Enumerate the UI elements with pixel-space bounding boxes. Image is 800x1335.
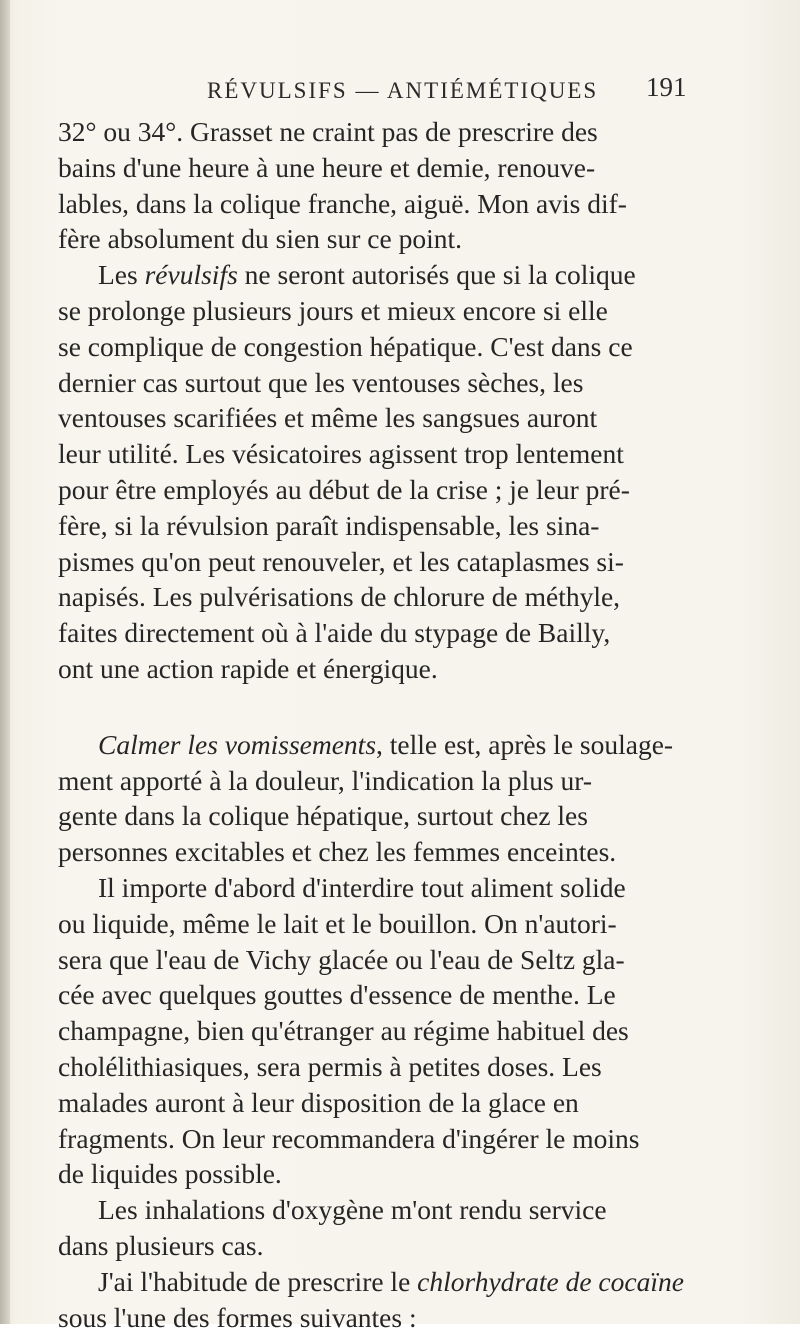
text-line: sous l'une des formes suivantes : xyxy=(58,1300,758,1335)
body-text xyxy=(58,114,758,1335)
text-run: ne seront autorisés que si la colique xyxy=(238,259,636,290)
text-line: bains d'une heure à une heure et demie, renouve- xyxy=(58,150,758,186)
text-line: ont une action rapide et énergique. xyxy=(58,651,758,687)
text-run: J'ai l'habitude de prescrire le xyxy=(98,1266,417,1297)
text-line: gente dans la colique hépatique, surtout chez les xyxy=(58,798,758,834)
running-head: RÉVULSIFS — ANTIÉMÉTIQUES xyxy=(207,78,598,104)
text-line: cée avec quelques gouttes d'essence de menthe. Le xyxy=(58,977,758,1013)
text-run: Les xyxy=(98,259,145,290)
page-number: 191 xyxy=(646,72,687,103)
text-line: malades auront à leur disposition de la glace en xyxy=(58,1085,758,1121)
page-header xyxy=(0,72,800,112)
text-line: faites directement où à l'aide du stypage de Bailly, xyxy=(58,615,758,651)
text-line: fragments. On leur recommandera d'ingérer le moins xyxy=(58,1121,758,1157)
text-line: ment apporté à la douleur, l'indication la plus ur- xyxy=(58,763,758,799)
text-line: fère, si la révulsion paraît indispensable, les sina- xyxy=(58,508,758,544)
text-line: personnes excitables et chez les femmes enceintes. xyxy=(58,834,758,870)
text-line: ou liquide, même le lait et le bouillon. On n'autori- xyxy=(58,906,758,942)
text-line: lables, dans la colique franche, aiguë. Mon avis dif- xyxy=(58,186,758,222)
text-line: ventouses scarifiées et même les sangsues auront xyxy=(58,400,758,436)
italic-term: chlorhydrate de cocaïne xyxy=(417,1266,684,1297)
italic-term: Calmer les vomissements xyxy=(98,729,376,760)
text-line: leur utilité. Les vésicatoires agissent trop lentement xyxy=(58,436,758,472)
text-line: cholélithiasiques, sera permis à petites doses. Les xyxy=(58,1049,758,1085)
text-line: sera que l'eau de Vichy glacée ou l'eau de Seltz gla- xyxy=(58,942,758,978)
text-line: pismes qu'on peut renouveler, et les cataplasmes si- xyxy=(58,544,758,580)
text-line: Les inhalations d'oxygène m'ont rendu service xyxy=(58,1192,758,1228)
text-line: champagne, bien qu'étranger au régime habituel des xyxy=(58,1013,758,1049)
paragraph-gap xyxy=(58,687,758,727)
paragraph-vomissements-first-line xyxy=(58,727,758,763)
text-line: de liquides possible. xyxy=(58,1156,758,1192)
text-line: pour être employés au début de la crise ; je leur pré- xyxy=(58,472,758,508)
text-line: se prolonge plusieurs jours et mieux encore si elle xyxy=(58,293,758,329)
paragraph-cocaine-first-line xyxy=(58,1264,758,1300)
text-line: fère absolument du sien sur ce point. xyxy=(58,221,758,257)
text-line: dans plusieurs cas. xyxy=(58,1228,758,1264)
text-line: Il importe d'abord d'interdire tout aliment solide xyxy=(58,870,758,906)
text-line: napisés. Les pulvérisations de chlorure de méthyle, xyxy=(58,579,758,615)
book-spine-shadow xyxy=(0,0,10,1324)
italic-term: révulsifs xyxy=(145,259,238,290)
text-line: se complique de congestion hépatique. C'est dans ce xyxy=(58,329,758,365)
paragraph-revulsifs-first-line xyxy=(58,257,758,293)
text-line: dernier cas surtout que les ventouses sèches, les xyxy=(58,365,758,401)
text-run: , telle est, après le soulage- xyxy=(376,729,673,760)
text-line: 32° ou 34°. Grasset ne craint pas de prescrire des xyxy=(58,114,758,150)
